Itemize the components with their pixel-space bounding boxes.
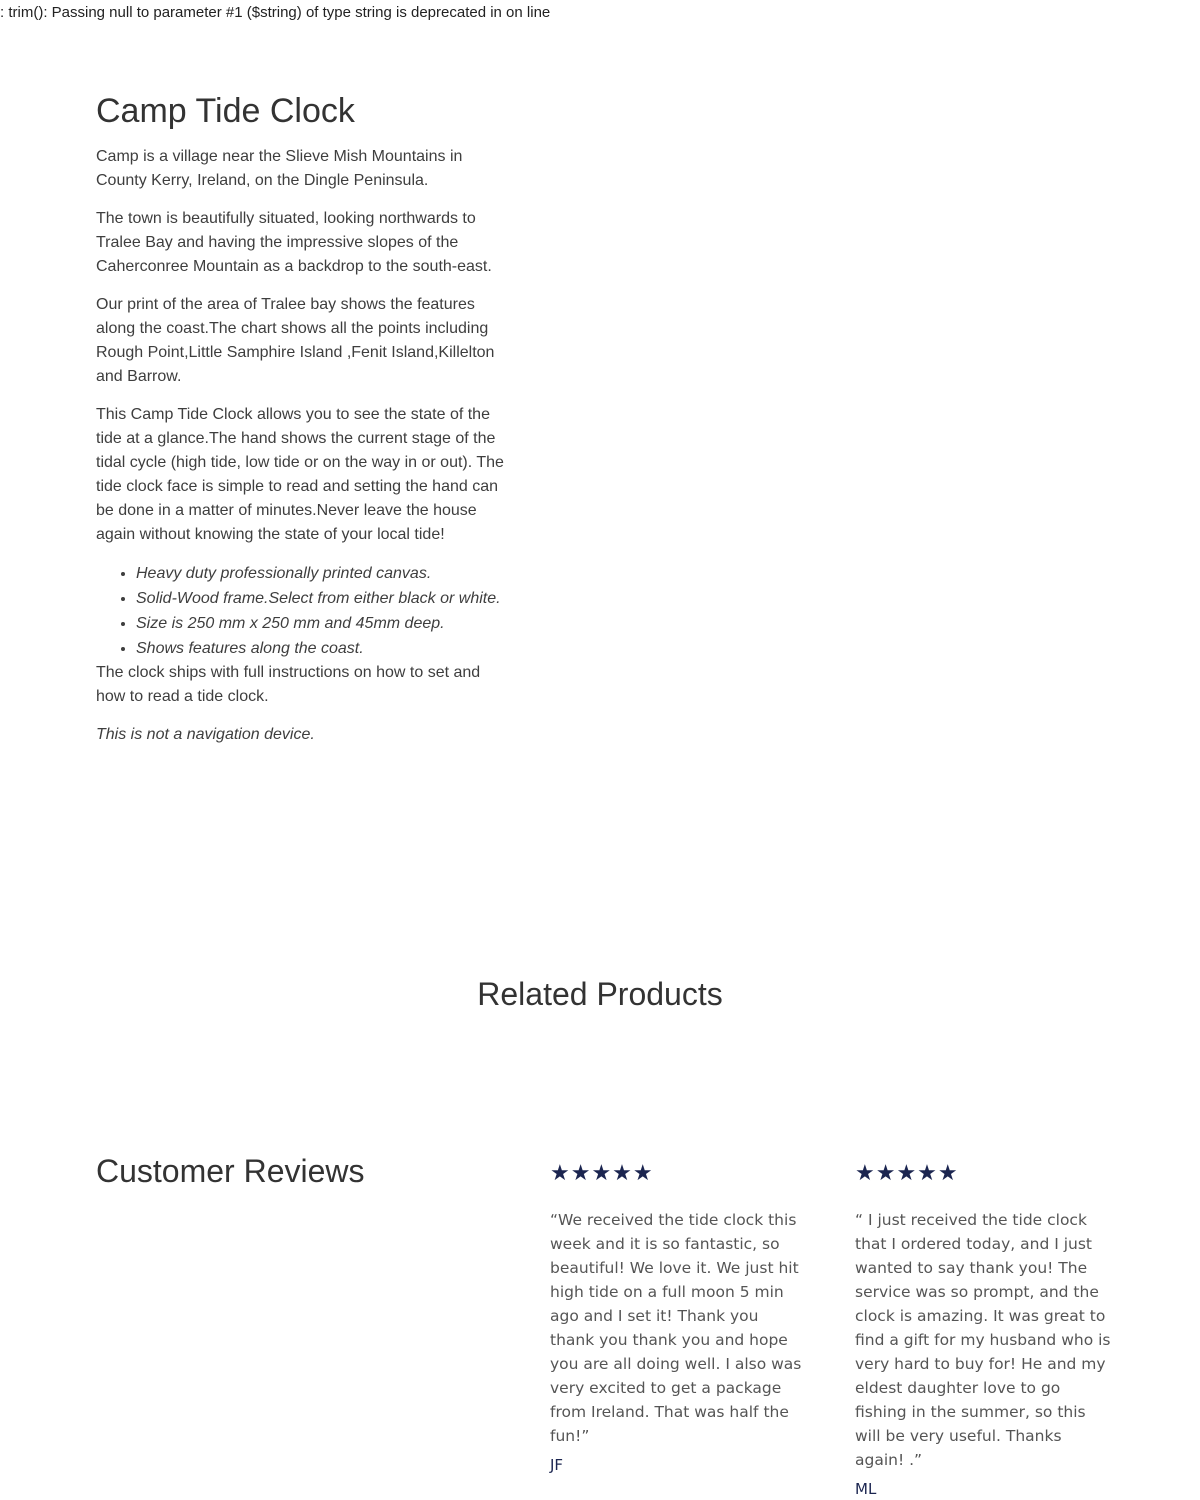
star-rating: ★★★★★ <box>550 1160 654 1185</box>
description-paragraph: This Camp Tide Clock allows you to see the state of the tide at a glance.The hand shows the current stage of the tidal cycle (high tide, low tide or on the way in or out). The tide clock face is simple to read and setting the hand can be done in a matter of minutes.Never leave the house again without knowing the state of your local tide! <box>96 406 504 543</box>
review-card <box>550 1160 806 1474</box>
feature-item: • Heavy duty professionally printed canvas. <box>136 561 506 586</box>
description-paragraph: Camp is a village near the Slieve Mish Mountains in County Kerry, Ireland, on the Dingle Peninsula. <box>96 148 463 189</box>
related-products-heading: Related Products <box>477 976 723 1012</box>
review-author: JF <box>550 1456 564 1474</box>
product-title: Camp Tide Clock <box>96 92 355 130</box>
star-rating: ★★★★★ <box>855 1160 959 1185</box>
instructions-note: The clock ships with full instructions on how to set and how to read a tide clock. <box>96 664 481 705</box>
description-paragraph: Our print of the area of Tralee bay shows the features along the coast.The chart shows all the points including Rough Point,Little Samphire Island ,Fenit Island,Killelton and Barrow. <box>96 296 495 385</box>
product-description <box>96 92 506 761</box>
navigation-disclaimer: This is not a navigation device. <box>96 726 315 743</box>
feature-list <box>96 561 506 661</box>
feature-item: • Solid-Wood frame.Select from either black or white. <box>136 586 506 611</box>
review-card <box>855 1160 1111 1498</box>
customer-reviews-heading: Customer Reviews <box>96 1153 365 1189</box>
review-author: ML <box>855 1480 877 1498</box>
php-deprecation-notice: : trim(): Passing null to parameter #1 ($string) of type string is deprecated in on line <box>0 4 551 21</box>
description-paragraph: The town is beautifully situated, looking northwards to Tralee Bay and having the impressive slopes of the Caherconree Mountain as a backdrop to the south-east. <box>96 210 492 275</box>
review-text: “ I just received the tide clock that I ordered today, and I just wanted to say thank you! The service was so prompt, and the clock is amazing. It was great to find a gift for my husband who is very hard to buy for! He and my eldest daughter love to go fishing in the summer, so this will be very useful. Thanks again! .” <box>855 1211 1111 1469</box>
feature-item: • Size is 250 mm x 250 mm and 45mm deep. <box>136 611 506 636</box>
review-text: “We received the tide clock this week and it is so fantastic, so beautiful! We love it. We just hit high tide on a full moon 5 min ago and I set it! Thank you thank you thank you and hope you are all doing well. I also was very excited to get a package from Ireland. That was half the fun!” <box>550 1211 802 1445</box>
feature-item: • Shows features along the coast. <box>136 636 506 661</box>
